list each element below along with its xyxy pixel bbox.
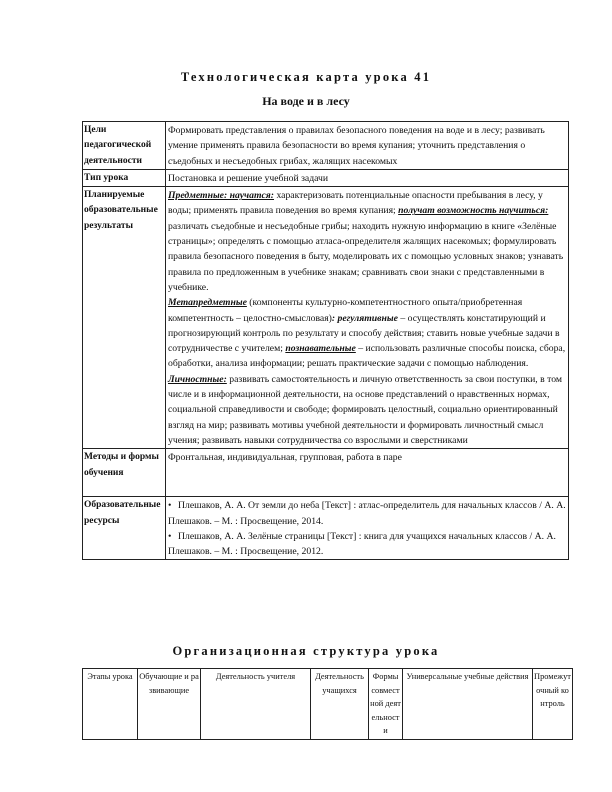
row-results (83, 187, 569, 449)
personal-heading: Личностные: (168, 373, 227, 385)
subject-results (168, 188, 567, 295)
resource-item-2 (168, 529, 567, 560)
resources-label: Образовательные ресурсы (83, 497, 166, 560)
organization-header-row (83, 669, 573, 740)
col-learning-actions: Универсальные учебные действия (403, 669, 533, 740)
col-stages: Этапы урока (83, 669, 138, 740)
goals-text: Формировать представления о правилах безопасного поведения на воде и в лесу; развивать умение применять правила безопасности во время купания; уточнить представления о съедобных и несъедобных грибах, жалящих насекомых (166, 122, 569, 170)
bullet-icon: • (168, 530, 172, 542)
subject-heading: Предметные: научатся: (168, 190, 275, 202)
meta-text: (компоненты культурно-компетентностного опыта/приобретенная компетентность – целостно-смысловая) (168, 297, 523, 324)
organization-title: Организационная структура урока (172, 644, 440, 658)
document-title: Технологическая карта урока 41 (180, 70, 432, 84)
col-teacher-activity: Деятельность учителя (201, 669, 311, 740)
regulative-text: – осуществлять констатирующий и прогнозирующий контроль по результату и способу действия; ставить новые учебные задачи в сотрудничестве с учителем; (168, 312, 560, 355)
results-text (166, 187, 569, 449)
row-methods (83, 449, 569, 497)
meta-results (168, 295, 567, 371)
col-control: Промежуточный контроль (533, 669, 573, 740)
col-teaching: Обучающие и развивающие (138, 669, 201, 740)
subject-text: характеризовать потенциальные опасности пребывания в лесу, у воды; применять правила поведения во время купания; (168, 190, 543, 217)
subject-text-2: различать съедобные и несъедобные грибы; находить нужную информацию в книге «Зелёные страницы»; определять с помощью атласа-определителя жалящих насекомых; формулировать правила безопасного поведения в быту, моделировать их с помощью условных знаков; узнавать правила по предложенным в учебнике знакам; сравнивать свои знаки с представленными в учебнике. (168, 220, 564, 293)
row-lesson-type (83, 169, 569, 186)
lesson-type-label: Тип урока (83, 169, 166, 186)
resources-list (166, 497, 569, 560)
col-student-activity: Деятельность учащихся (311, 669, 369, 740)
personal-results (168, 372, 567, 448)
subject-heading-2: получат возможность научиться: (398, 205, 549, 217)
results-label: Планируемые образовательные результаты (83, 187, 166, 449)
lesson-type-text: Постановка и решение учебной задачи (166, 169, 569, 186)
goals-label: Цели педагогической деятельности (83, 122, 166, 170)
resource-text-2: Плешаков, А. А. Зелёные страницы [Текст] : книга для учащихся начальных классов / А. А. Плешаков. – М. : Просвещение, 2012. (168, 530, 556, 558)
regulative-heading: : регулятивные (331, 312, 398, 324)
cognitive-heading: познавательные (285, 343, 356, 355)
organization-table (82, 668, 573, 740)
methods-label: Методы и формы обучения (83, 449, 166, 497)
resource-item-1 (168, 498, 567, 529)
personal-text: развивать самостоятельность и личную ответственность за свои поступки, в том числе и в информационной деятельности, на основе представлений о нравственных нормах, социальной справедливости и свободе; формировать целостный, социально ориентированный взгляд на мир; развивать мотивы учебной деятельности и формировать личностный смысл учения; развивать навыки сотрудничества со взрослыми и сверстниками (168, 373, 563, 446)
meta-heading: Метапредметные (168, 297, 247, 309)
resource-text-1: Плешаков, А. А. От земли до неба [Текст] : атлас-определитель для начальных классов / А. А. Плешаков. – М. : Просвещение, 2014. (168, 500, 566, 527)
cognitive-text: – использовать различные способы поиска, сбора, обработки, анализа информации; решать практические задачи с помощью наблюдения. (168, 343, 566, 370)
bullet-icon: • (168, 500, 172, 512)
lesson-subtitle: На воде и в лесу (262, 94, 350, 108)
row-resources (83, 497, 569, 560)
row-goals (83, 122, 569, 170)
col-joint-forms: Формы совместной деятельности (369, 669, 403, 740)
methods-text: Фронтальная, индивидуальная, групповая, работа в паре (166, 449, 569, 497)
lesson-card-table (82, 121, 569, 560)
